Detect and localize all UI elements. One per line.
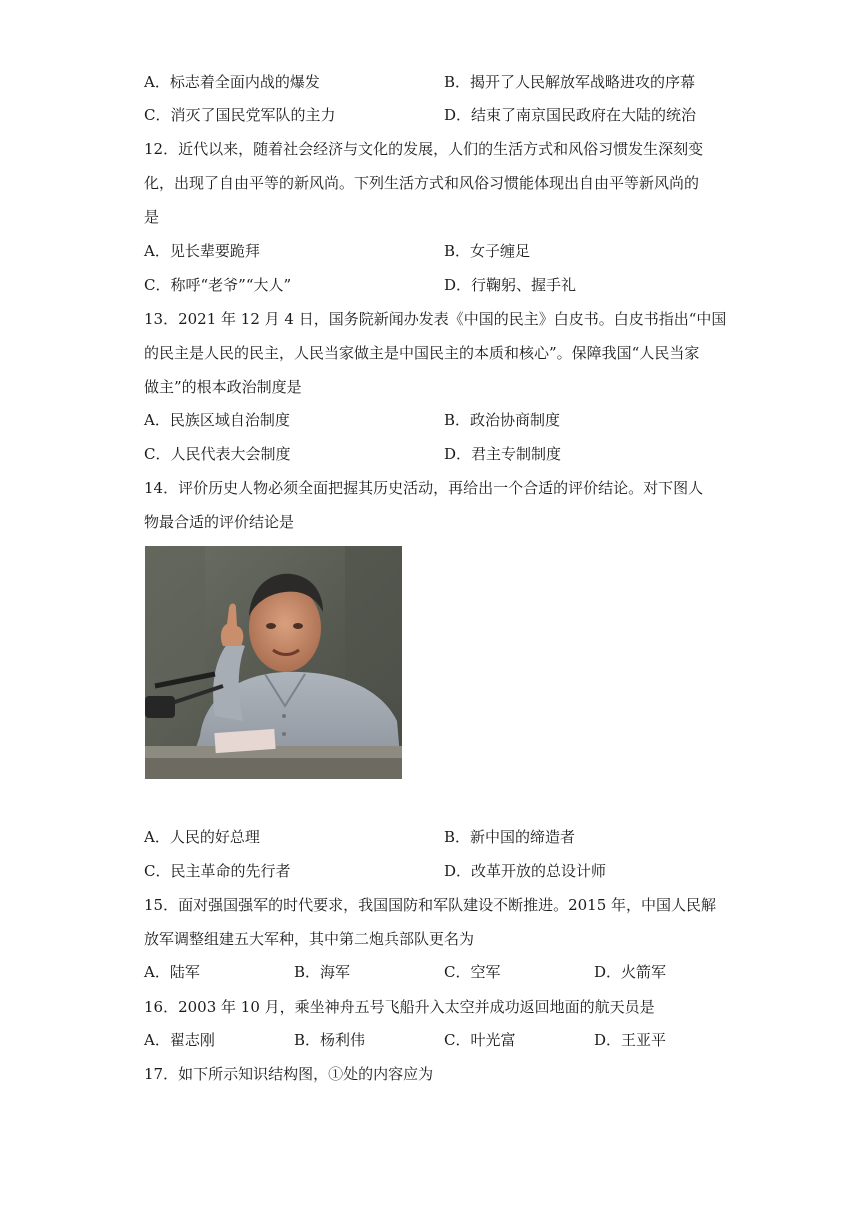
q12-stem-line-3: 是: [144, 208, 160, 226]
q17-stem-line-1: 17．如下所示知识结构图，①处的内容应为: [144, 1065, 434, 1083]
q12-stem-line-1: 12．近代以来，随着社会经济与文化的发展，人们的生活方式和风俗习惯发生深刻变: [144, 140, 704, 158]
q14-stem-line-2: 物最合适的评价结论是: [144, 513, 295, 531]
q12-stem-line-2: 化，出现了自由平等的新风尚。下列生活方式和风俗习惯能体现出自由平等新风尚的: [144, 174, 700, 192]
q16-stem-line-1: 16．2003 年 10 月，乘坐神舟五号飞船升入太空并成功返回地面的航天员是: [144, 998, 655, 1016]
q11-option-c: C．消灭了国民党军队的主力: [144, 106, 336, 124]
q14-stem-line-1: 14．评价历史人物必须全面把握其历史活动，再给出一个合适的评价结论。对下图人: [144, 479, 704, 497]
q14-option-d: D．改革开放的总设计师: [444, 862, 607, 880]
q14-option-a: A．人民的好总理: [144, 828, 260, 846]
q13-stem-line-2: 的民主是人民的民主，人民当家做主是中国民主的本质和核心”。保障我国“人民当家: [144, 344, 700, 362]
q13-option-b: B．政治协商制度: [444, 411, 561, 429]
q12-option-a: A．见长辈要跪拜: [144, 242, 260, 260]
q15-option-b: B．海军: [294, 963, 351, 981]
q13-option-c: C．人民代表大会制度: [144, 445, 291, 463]
q15-option-a: A．陆军: [144, 963, 200, 981]
q16-option-b: B．杨利伟: [294, 1031, 366, 1049]
speaker-photo-illustration: [145, 546, 402, 779]
q11-option-b: B．揭开了人民解放军战略进攻的序幕: [444, 73, 696, 91]
q13-option-d: D．君主专制制度: [444, 445, 562, 463]
q14-option-c: C．民主革命的先行者: [144, 862, 291, 880]
q13-option-a: A．民族区域自治制度: [144, 411, 290, 429]
q13-stem-line-3: 做主”的根本政治制度是: [144, 378, 302, 396]
q11-option-d: D．结束了南京国民政府在大陆的统治: [444, 106, 697, 124]
speaker-photo: [145, 546, 402, 779]
q15-option-c: C．空军: [444, 963, 501, 981]
q16-option-d: D．王亚平: [594, 1031, 667, 1049]
q12-option-c: C．称呼“老爷”“大人”: [144, 276, 292, 294]
q14-option-b: B．新中国的缔造者: [444, 828, 576, 846]
q13-stem-line-1: 13．2021 年 12 月 4 日，国务院新闻办发表《中国的民主》白皮书。白皮书指出“中国: [144, 310, 727, 328]
q16-option-c: C．叶光富: [444, 1031, 516, 1049]
q12-option-b: B．女子缠足: [444, 242, 531, 260]
q12-option-d: D．行鞠躬、握手礼: [444, 276, 577, 294]
q15-option-d: D．火箭军: [594, 963, 667, 981]
q11-option-a: A．标志着全面内战的爆发: [144, 73, 320, 91]
q15-stem-line-1: 15．面对强国强军的时代要求，我国国防和军队建设不断推进。2015 年，中国人民解: [144, 896, 717, 914]
q15-stem-line-2: 放军调整组建五大军种，其中第二炮兵部队更名为: [144, 930, 475, 948]
q16-option-a: A．翟志刚: [144, 1031, 215, 1049]
